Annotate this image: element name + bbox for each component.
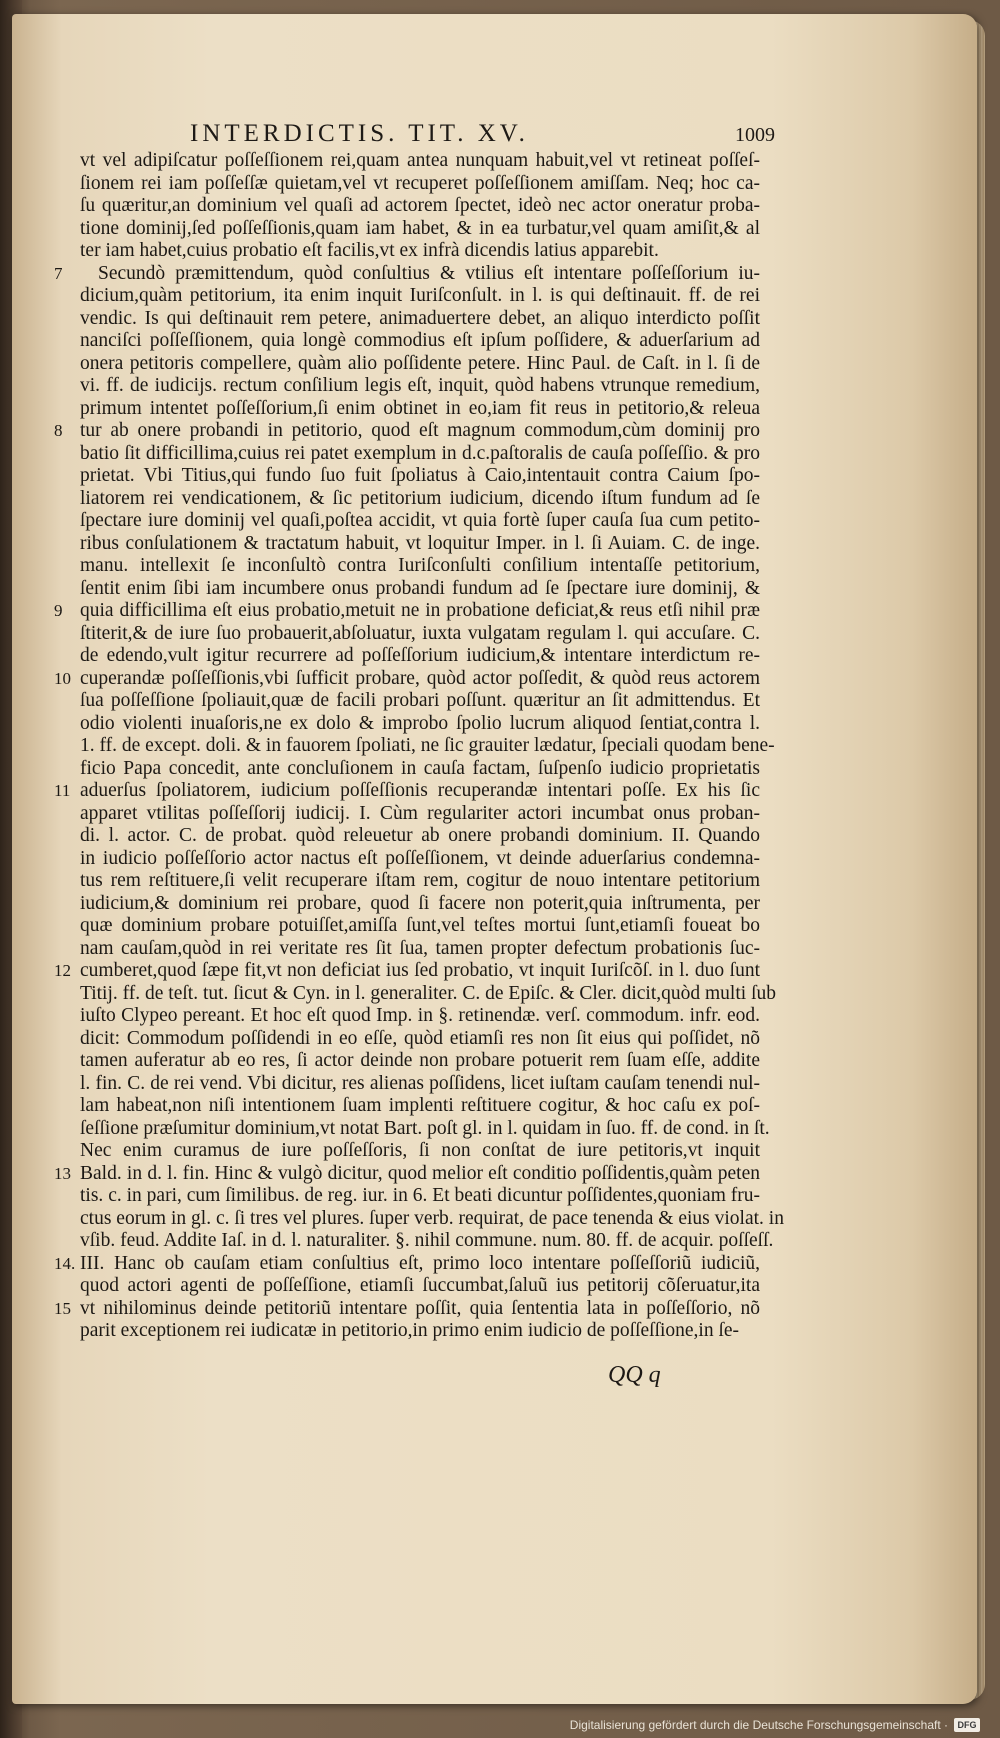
text-line [80,1140,760,1163]
line-text: l. fin. C. de rei vend. Vbi dicitur, res alienas poſſidens, licet iuſtam cauſam tenendi nul- [80,1072,760,1094]
line-text: quia difficillima eſt eius probatio,metuit ne in probatione deficiat,& reus etſi nihil præ [80,600,760,621]
text-line [80,443,760,466]
text-line [80,645,760,668]
line-text: iudicium,& dominium rei probare, quod ſi facere non poterit,quia inſtrumenta, per [80,892,760,914]
text-line [54,1252,760,1276]
catchword-signature: QQ q [608,1362,661,1388]
line-text: nanciſci poſſeſſionem, quia longè commodius eſt ipſum poſſidere, & aduerſarium ad [80,330,760,351]
text-line [80,555,760,578]
marginal-number: 12 [54,961,71,980]
marginal-number: 7 [54,263,63,283]
text-line [80,398,760,421]
line-text: Nec enim curamus de iure poſſeſſoris, ſi non conſtat de iure petitoris,vt inquit [80,1140,760,1161]
line-text: in iudicio poſſeſſorio actor nactus eſt poſſeſſionem, vt deinde aduerſarius condemna- [80,847,760,869]
text-line [80,578,760,601]
line-text: ſpectare iure dominij vel quaſi,poſtea accidit, vt quia fortè ſuper cauſa ſua cum petito- [80,510,760,531]
text-line [80,1095,760,1118]
line-text: ribus conſulationem & tractatum habuit, vt loquitur Imper. in l. ſi Auiam. C. de inge. [80,532,760,554]
line-text: tus rem reſtituere,ſi velit recuperare iſtam rem, cogitur de nouo intentare petitorium [80,870,760,891]
text-line [80,510,760,533]
line-text: ter iam habet,cuius probatio eſt facilis,vt ex infrà dicendis latius apparebit. [80,240,659,261]
text-line [80,330,760,353]
line-text: manu. intellexit ſe inconſultò contra Iuriſconſulti conſilium intentaſſe petitorium, [80,555,760,576]
marginal-number: 11 [54,781,71,800]
line-text: iuſto Clypeo pereant. Et hoc eſt quod Imp. in §. retinendæ. verſ. commodum. infr. eod. [80,1005,760,1026]
line-text: apparet vtilitas poſſeſſorij iudicij. I. Cùm regulariter actori incumbat onus proban- [80,802,760,824]
line-text: ſentit enim ſibi iam incumbere onus probandi fundum ad ſe ſpectare iure dominij, & [80,577,760,599]
line-text: tione dominij,ſed poſſeſſionis,quam iam habet, & in ea turbatur,vel quam amiſit,& al [80,217,760,239]
text-line [80,848,760,871]
marginal-number: 13 [54,1163,71,1183]
text-line [80,465,760,488]
marginal-number: 15 [54,1298,71,1318]
line-text: quæ dominium probare potuiſſet,amiſſa ſunt,vel teſtes mortui ſunt,etiamſi foueat bo [80,915,760,936]
text-line [54,780,760,803]
text-line [80,1005,760,1028]
text-line [80,533,760,556]
text-line [80,150,760,173]
footer-credit [570,1718,980,1732]
line-text: ſtiterit,& de iure ſuo probauerit,abſoluatur, iuxta vulgatam regulam l. qui accuſare. C. [80,622,760,644]
line-text: parit exceptionem rei iudicatæ in petitorio,in primo enim iudicio de poſſeſſione,in ſe- [80,1320,740,1341]
text-line [54,600,760,623]
marginal-number: 9 [54,601,63,620]
line-text: batio ſit difficillima,cuius rei patet exemplum in d.c.paſtoralis de cauſa poſſeſſio. & pro [80,442,760,464]
text-line [80,1050,760,1073]
line-text: quod actori agenti de poſſeſſione, etiamſi ſuccumbat,ſaluũ ius petitorij cõſeruatur,ita [80,1275,760,1296]
text-line [80,735,775,758]
page-number: 1009 [735,124,775,146]
line-text: prietat. Vbi Titius,qui fundo ſuo fuit ſpoliatus à Caio,intentauit contra Caium ſpo- [80,465,760,486]
line-text: de edendo,vult igitur recurrere ad poſſeſſorium iudicium,& intentare interdictum re- [80,645,760,666]
text-line [80,623,760,646]
text-line [80,195,760,218]
text-line [80,1117,770,1141]
line-text: tamen auferatur ab eo res, ſi actor deinde non probare potuerit rem ſuam eſſe, addite [80,1050,760,1071]
text-line [80,240,760,263]
line-text: ctus eorum in gl. c. ſi tres vel plures. ſuper verb. requirat, de pace tenenda & eius violat. in [80,1207,784,1229]
text-line [80,1230,774,1253]
text-line [80,488,760,511]
line-text: tis. c. in pari, cum ſimilibus. de reg. iur. in 6. Et beati dicuntur poſſidentes,quoniam fru- [80,1185,760,1206]
text-line [80,218,760,241]
text-line [80,915,760,938]
marginal-number: 8 [54,421,63,440]
line-text: aduerſus ſpoliatorem, iudicium poſſeſſionis recuperandæ intentari poſſe. Ex his ſic [80,780,760,801]
line-text: cuperandæ poſſeſſionis,vbi ſufficit probare, quòd actor poſſedit, & quòd reus actorem [80,667,760,689]
marginal-number: 10 [54,668,71,688]
line-text: liatorem rei vendicationem, & ſic petitorium iudicium, dicendo iſtum fundum ad ſe [80,487,760,509]
line-text: Bald. in d. l. fin. Hinc & vulgò dicitur, quod melior eſt conditio poſſidentis,quàm peten [80,1162,760,1184]
funding-credit: Digitalisierung gefördert durch die Deutsche Forschungsgemeinschaft · [569,1718,948,1732]
text-line [80,893,760,916]
line-text: cumberet,quod ſæpe fit,vt non deficiat ius ſed probatio, vt inquit Iuriſcõſ. in l. duo ſunt [80,960,760,981]
line-text: dicium,quàm petitorium, ita enim inquit Iuriſconſult. in l. is qui deſtinauit. ff. de rei [80,285,760,306]
text-line [80,803,760,826]
text-line [54,960,760,983]
text-line [80,982,776,1006]
text-line [80,758,760,781]
text-line [80,690,760,713]
line-text: ſionem rei iam poſſeſſæ quietam,vel vt recuperet poſſeſſionem amiſſam. Neq; hoc ca- [80,172,760,194]
text-line [80,713,760,736]
text-line [80,1185,760,1208]
line-text: Secundò præmittendum, quòd conſultius & vtilius eſt intentare poſſeſſorium iu- [98,262,760,284]
text-line [54,262,760,286]
text-line [54,1297,760,1321]
text-line [80,1320,760,1343]
page-header [190,120,775,150]
text-line [80,308,760,331]
line-text: III. Hanc ob cauſam etiam conſultius eſt, primo loco intentare poſſeſſoriũ iudiciũ, [80,1252,760,1274]
line-text: odio violenti inuaſoris,ne ex dolo & improbo ſpolio lucrum aliquod ſentiat,contra l. [80,712,760,734]
line-text: lam habeat,non niſi intentionem ſuam implenti reſtituere cogitur, & hoc caſu ex poſ- [80,1095,760,1116]
text-line [54,420,760,443]
line-text: ſua poſſeſſione ſpoliauit,quæ de facili probari poſſunt. quæritur an ſit admittendus. Et [80,690,760,711]
dfg-logo: DFG [954,1718,980,1732]
line-text: onera petitoris compellere, quàm alio poſſidente petere. Hinc Paul. de Caſt. in l. ſi de [80,352,760,374]
line-text: vt nihilominus deinde petitoriũ intentare poſſit, quia ſententia lata in poſſeſſorio, nõ [80,1297,760,1319]
line-text: nam cauſam,quòd in rei veritate res ſit ſua, tamen propter defectum probationis ſuc- [80,937,760,959]
text-line [80,938,760,961]
line-text: ſeſſione præſumitur dominium,vt notat Bart. poſt gl. in l. quidam in ſuo. ff. de cond. in ſt. [80,1117,770,1139]
text-line [54,667,760,691]
marginal-number: 14. [54,1253,76,1273]
text-line [80,825,760,848]
line-text: Titij. ff. de teſt. tut. ſicut & Cyn. in l. generaliter. C. de Epiſc. & Cler. dicit,quòd multi ſub [80,982,776,1004]
line-text: primum intentet poſſeſſorium,ſi enim obtinet in eo,iam fit reus in petitorio,& releua [80,397,760,419]
line-text: dicit: Commodum poſſidendi in eo eſſe, quòd etiamſi res non ſit eius qui poſſidet, nõ [80,1027,760,1049]
body-text [54,150,784,1343]
line-text: ſu quæritur,an dominium vel quaſi ad actorem ſpectet, ideò nec actor oneratur proba- [80,195,760,216]
line-text: di. l. actor. C. de probat. quòd releuetur ab onere probandi dominium. II. Quando [80,825,760,846]
text-line [80,353,760,376]
line-text: vſib. feud. Addite Iaſ. in d. l. naturaliter. §. nihil commune. num. 80. ff. de acquir. poſſeſſ. [80,1230,774,1251]
running-head: INTERDICTIS. TIT. XV. [190,120,529,147]
text-line [80,870,760,893]
line-text: 1. ff. de except. doli. & in fauorem ſpoliati, ne ſic grauiter lædatur, ſpeciali quodam bene- [80,735,775,756]
text-line [80,1207,784,1231]
line-text: vt vel adipiſcatur poſſeſſionem rei,quam antea nunquam habuit,vel vt retineat poſſeſ- [80,150,760,171]
line-text: vi. ff. de iudicijs. rectum conſilium legis eſt, inquit, quòd habens vtrunque remedium, [80,375,760,396]
line-text: ficio Papa concedit, ante concluſionem in cauſa factam, ſuſpenſo iudicio proprietatis [80,757,760,779]
text-line [54,1162,760,1186]
text-line [80,1073,760,1096]
text-line [80,375,760,398]
line-text: tur ab onere probandi in petitorio, quod eſt magnum commodum,cùm dominij pro [80,420,760,441]
text-line [80,173,760,196]
text-line [80,285,760,308]
line-text: vendic. Is qui deſtinauit rem petere, animaduertere debet, an aliquo interdicto poſſit [80,307,760,329]
text-line [80,1028,760,1051]
text-line [80,1275,760,1298]
